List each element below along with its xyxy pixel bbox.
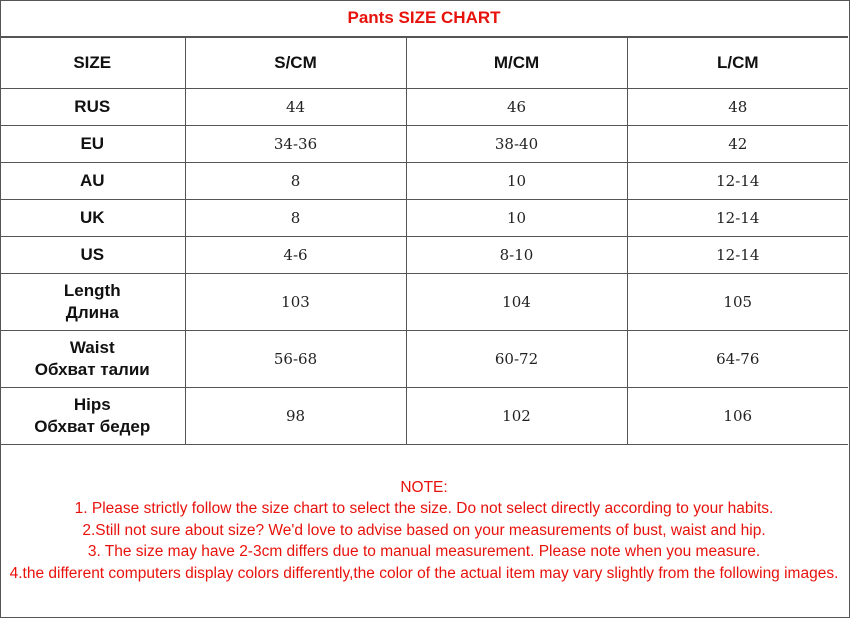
cell-au-m: 10 — [406, 163, 627, 200]
table-row — [0, 200, 848, 237]
cell-rus-m: 46 — [406, 89, 627, 126]
cell-us-s: 4-6 — [185, 237, 406, 274]
table-row — [0, 89, 848, 126]
size-table — [0, 37, 848, 445]
row-label-length-en: Length — [63, 281, 121, 300]
note-line-1: 1. Please strictly follow the size chart to select the size. Do not select directly according to your habits. — [74, 500, 774, 518]
table-row — [0, 331, 848, 388]
cell-waist-s: 56-68 — [185, 331, 406, 388]
row-label-waist-ru: Обхват талии — [34, 360, 150, 379]
row-label-waist-en: Waist — [69, 338, 115, 357]
row-label-rus: RUS — [0, 89, 185, 126]
row-label-waist — [0, 331, 185, 388]
row-label-hips-ru: Обхват бедер — [34, 417, 151, 436]
cell-length-l: 105 — [627, 274, 848, 331]
cell-hips-l: 106 — [627, 388, 848, 445]
cell-eu-m: 38-40 — [406, 126, 627, 163]
row-label-hips — [0, 388, 185, 445]
cell-us-l: 12-14 — [627, 237, 848, 274]
cell-length-s: 103 — [185, 274, 406, 331]
table-row — [0, 126, 848, 163]
row-label-us: US — [0, 237, 185, 274]
table-row — [0, 388, 848, 445]
header-l: L/CM — [627, 38, 848, 89]
cell-rus-s: 44 — [185, 89, 406, 126]
table-row — [0, 163, 848, 200]
header-s: S/CM — [185, 38, 406, 89]
cell-eu-s: 34-36 — [185, 126, 406, 163]
row-label-au: AU — [0, 163, 185, 200]
cell-eu-l: 42 — [627, 126, 848, 163]
table-row — [0, 237, 848, 274]
cell-rus-l: 48 — [627, 89, 848, 126]
row-label-eu: EU — [0, 126, 185, 163]
cell-uk-s: 8 — [185, 200, 406, 237]
cell-waist-m: 60-72 — [406, 331, 627, 388]
header-m: M/CM — [406, 38, 627, 89]
cell-uk-m: 10 — [406, 200, 627, 237]
cell-hips-m: 102 — [406, 388, 627, 445]
cell-au-s: 8 — [185, 163, 406, 200]
cell-waist-l: 64-76 — [627, 331, 848, 388]
cell-length-m: 104 — [406, 274, 627, 331]
note-line-4: 4.the different computers display colors differently,the color of the actual item may vary slightly from the following images. — [9, 564, 839, 582]
cell-uk-l: 12-14 — [627, 200, 848, 237]
notes-heading: NOTE: — [400, 478, 448, 496]
chart-title: Pants SIZE CHART — [0, 0, 848, 37]
row-label-length-ru: Длина — [65, 303, 119, 322]
header-row — [0, 38, 848, 89]
table-row — [0, 274, 848, 331]
row-label-uk: UK — [0, 200, 185, 237]
note-line-3: 3. The size may have 2-3cm differs due to manual measurement. Please note when you measure. — [87, 543, 761, 561]
cell-au-l: 12-14 — [627, 163, 848, 200]
row-label-length — [0, 274, 185, 331]
header-size: SIZE — [0, 38, 185, 89]
note-line-2: 2.Still not sure about size? We'd love to advise based on your measurements of bust, waist and hip. — [82, 521, 766, 539]
notes-section — [0, 445, 848, 616]
row-label-hips-en: Hips — [73, 395, 111, 414]
cell-hips-s: 98 — [185, 388, 406, 445]
cell-us-m: 8-10 — [406, 237, 627, 274]
